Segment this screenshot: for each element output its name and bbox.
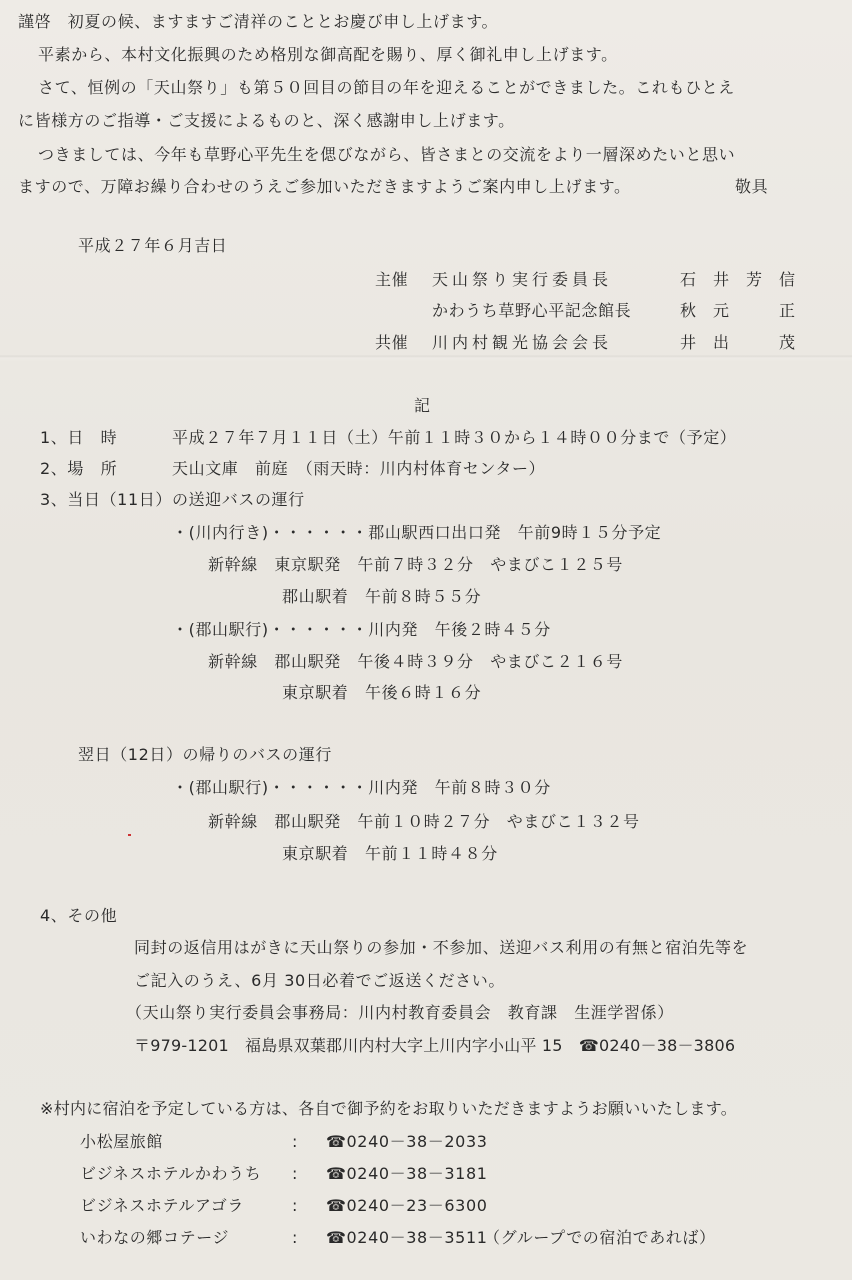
bus-line: 新幹線 東京駅発 午前７時３２分 やまびこ１２５号	[208, 555, 624, 574]
bus-line: ・(川内行き)・・・・・・郡山駅西口出口発 午前9時１５分予定	[172, 523, 662, 542]
organizer-org: かわうち草野心平記念館長	[432, 301, 632, 320]
lodging-sep: :	[292, 1228, 298, 1247]
lodging-name: いわなの郷コテージ	[80, 1228, 230, 1247]
lodging-name: ビジネスホテルアゴラ	[80, 1196, 244, 1215]
organizer-name: 井出 茂	[680, 333, 813, 352]
greeting-line: つきましては、今年も草野心平先生を偲びながら、皆さまとの交流をより一層深めたいと思い	[38, 145, 736, 164]
address-line: 〒979-1201 福島県双葉郡川内村大字上川内字小山平 15 ☎0240－38－3806	[134, 1036, 736, 1055]
bus-line: 新幹線 郡山駅発 午後４時３９分 やまびこ２１６号	[208, 652, 624, 671]
lodging-name: 小松屋旅館	[80, 1132, 164, 1151]
greeting-line: 謹啓 初夏の候、ますますご清祥のこととお慶び申し上げます。	[18, 12, 499, 31]
lodging-phone: ☎0240－38－3181	[326, 1164, 488, 1183]
bus-line: ・(郡山駅行)・・・・・・川内発 午前８時３０分	[172, 778, 551, 797]
other-line: 同封の返信用はがきに天山祭りの参加・不参加、送迎バス利用の有無と宿泊先等を	[134, 938, 749, 957]
bus-line: 東京駅着 午前１１時４８分	[282, 844, 498, 863]
organizer-name: 秋元 正	[680, 301, 813, 320]
detail-value: 天山文庫 前庭 （雨天時：川内村体育センター）	[172, 459, 546, 478]
letter-date: 平成２７年６月吉日	[78, 236, 228, 255]
lodging-sep: :	[292, 1196, 298, 1215]
lodging-name: ビジネスホテルかわうち	[80, 1164, 262, 1183]
lodging-phone: ☎0240－23－6300	[326, 1196, 488, 1215]
red-mark	[128, 834, 131, 836]
detail-label: 翌日（12日）の帰りのバスの運行	[78, 745, 332, 764]
greeting-line: さて、恒例の「天山祭り」も第５０回目の節目の年を迎えることができました。これもひとえ	[38, 78, 735, 97]
other-line: （天山祭り実行委員会事務局：川内村教育委員会 教育課 生涯学習係）	[126, 1003, 674, 1022]
lodging-sep: :	[292, 1164, 298, 1183]
organizer-org: 川内村観光協会会長	[432, 333, 613, 352]
greeting-line: に皆様方のご指導・ご支援によるものと、深く感謝申し上げます。	[18, 111, 515, 130]
lodging-extra: （グループでの宿泊であれば）	[484, 1228, 716, 1247]
lodging-phone: ☎0240－38－2033	[326, 1132, 488, 1151]
closing-word: 敬具	[735, 177, 769, 196]
greeting-line: 平素から、本村文化振興のため格別な御高配を賜り、厚く御礼申し上げます。	[38, 45, 618, 64]
bus-line: ・(郡山駅行)・・・・・・川内発 午後２時４５分	[172, 620, 551, 639]
lodging-note: ※村内に宿泊を予定している方は、各自で御予約をお取りいただきますようお願いいたします。	[40, 1099, 738, 1118]
detail-label: 2、場 所	[40, 459, 118, 478]
detail-label: 1、日 時	[40, 428, 118, 447]
greeting-line: ますので、万障お繰り合わせのうえご参加いただきますようご案内申し上げます。	[18, 177, 631, 196]
organizer-role: 主催	[375, 270, 409, 289]
lodging-phone: ☎0240－38－3511	[326, 1228, 488, 1247]
organizer-org: 天山祭り実行委員長	[432, 270, 613, 289]
organizer-name: 石井芳信	[680, 270, 813, 289]
organizer-role: 共催	[375, 333, 409, 352]
detail-label: 3、当日（11日）の送迎バスの運行	[40, 490, 305, 509]
bus-line: 新幹線 郡山駅発 午前１０時２７分 やまびこ１３２号	[208, 812, 640, 831]
detail-label: 4、その他	[40, 906, 118, 925]
lodging-sep: :	[292, 1132, 298, 1151]
bus-line: 郡山駅着 午前８時５５分	[282, 587, 482, 606]
other-line: ご記入のうえ、6月 30日必着でご返送ください。	[134, 971, 505, 990]
detail-value: 平成２７年７月１１日（土）午前１１時３０から１４時００分まで（予定）	[172, 428, 737, 447]
bus-line: 東京駅着 午後６時１６分	[282, 683, 482, 702]
ki-heading: 記	[414, 396, 431, 415]
